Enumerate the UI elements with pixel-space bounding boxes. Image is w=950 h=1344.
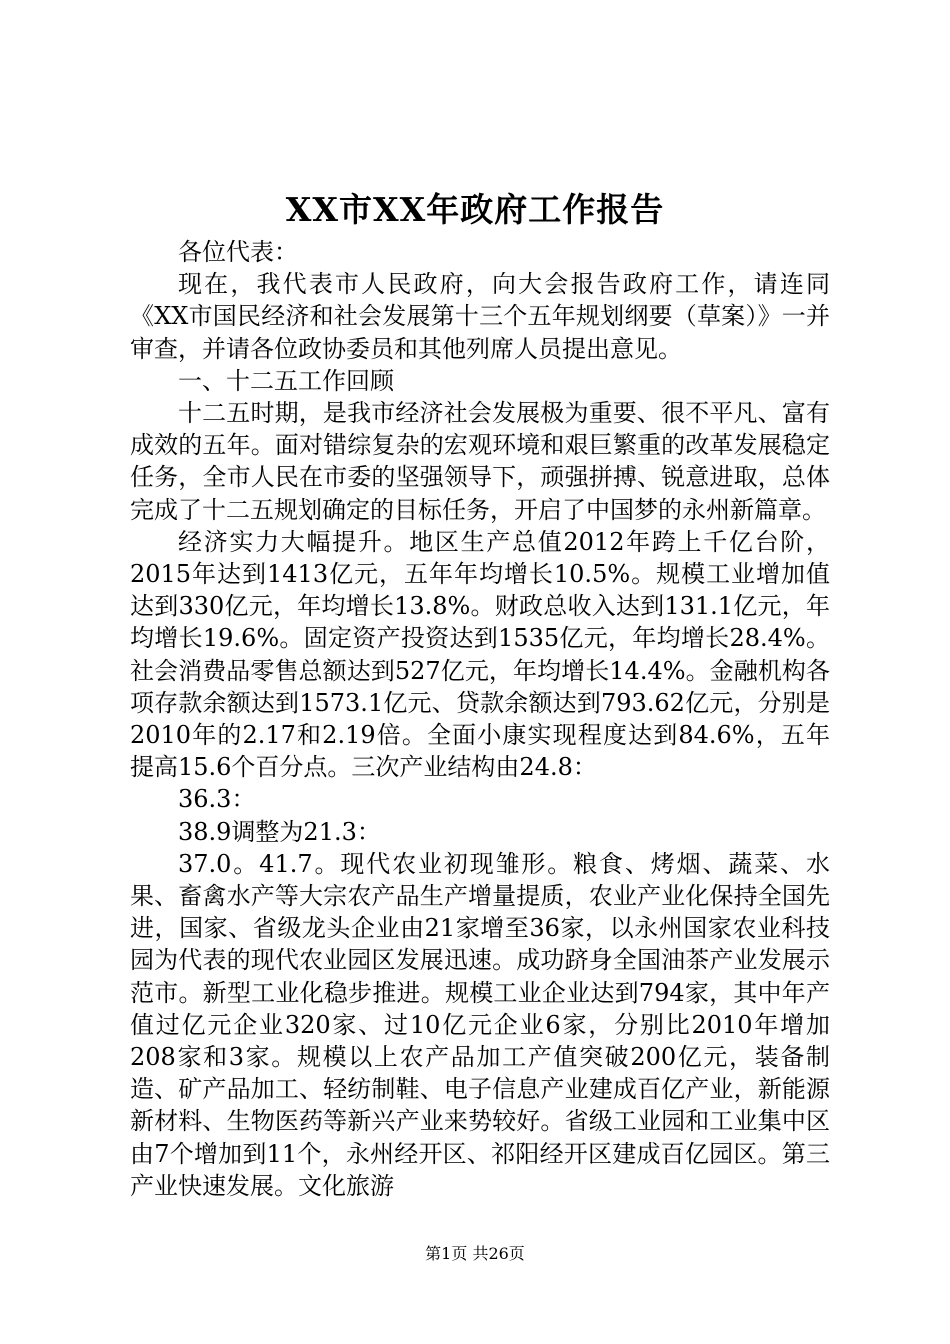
salutation-paragraph: 各位代表：: [178, 238, 298, 266]
section-heading: 一、十二五工作回顾: [178, 366, 394, 395]
ratio-line-2: 38.9调整为21.3：: [178, 817, 381, 846]
intro-paragraph: 现在，我代表市人民政府，向大会报告政府工作，请连同《XX市国民经济和社会发展第十三个五年规划纲要（草案）》一并审查，并请各位政协委员和其他列席人员提出意见。: [130, 270, 830, 363]
page-number-footer: 第1页 共26页: [425, 1244, 525, 1263]
review-paragraph: 十二五时期，是我市经济社会发展极为重要、很不平凡、富有成效的五年。面对错综复杂的宏观环境和艰巨繁重的改革发展稳定任务，全市人民在市委的坚强领导下，顽强拼搏、锐意进取，总体完成了十二五规划确定的目标任务，开启了中国梦的永州新篇章。: [130, 399, 830, 524]
ratio-line-1: 36.3：: [178, 785, 256, 814]
agriculture-industry-paragraph: 37.0。41.7。现代农业初现雏形。粮食、烤烟、蔬菜、水果、畜禽水产等大宗农产品生产增量提质，农业产业化保持全国先进，国家、省级龙头企业由21家增至36家，以永州国家农业科技园为代表的现代农业园区发展迅速。成功跻身全国油茶产业发展示范市。新型工业化稳步推进。规模工业企业达到794家，其中年产值过亿元企业320家、过10亿元企业6家，分别比2010年增加208家和3家。规模以上农产品加工产值突破200亿元，装备制造、矿产品加工、轻纺制鞋、电子信息产业建成百亿产业，新能源新材料、生物医药等新兴产业来势较好。省级工业园和工业集中区由7个增加到11个，永州经开区、祁阳经开区建成百亿园区。第三产业快速发展。文化旅游: [130, 849, 830, 1200]
document-body: [130, 236, 830, 1202]
document-title: XX市XX年政府工作报告: [285, 190, 665, 229]
economy-paragraph: 经济实力大幅提升。地区生产总值2012年跨上千亿台阶，2015年达到1413亿元，五年年均增长10.5%。规模工业增加值达到330亿元，年均增长13.8%。财政总收入达到131.1亿元，年均增长19.6%。固定资产投资达到1535亿元，年均增长28.4%。社会消费品零售总额达到527亿元，年均增长14.4%。金融机构各项存款余额达到1573.1亿元、贷款余额达到793.62亿元，分别是2010年的2.17和2.19倍。全面小康实现程度达到84.6%，五年提高15.6个百分点。三次产业结构由24.8：: [130, 527, 830, 782]
